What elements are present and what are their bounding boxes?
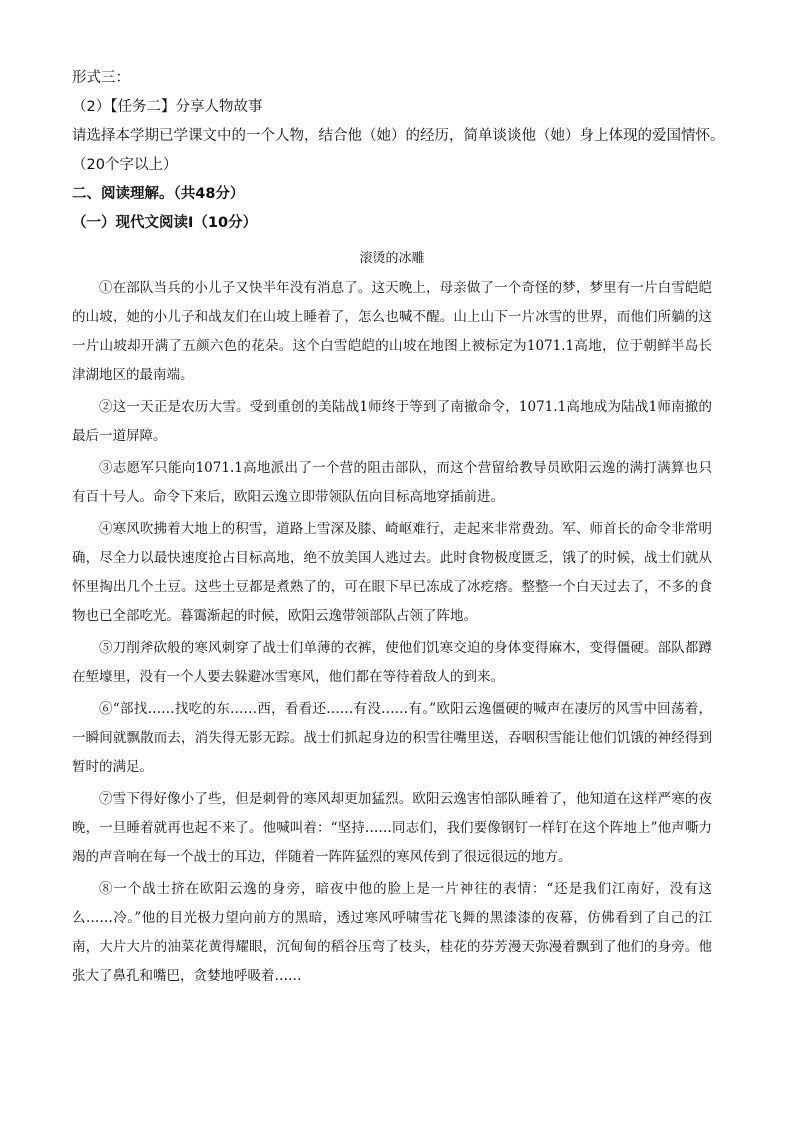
task-title: （2）【任务二】分享人物故事 bbox=[72, 99, 263, 115]
section-heading: 二、阅读理解。（共48分） bbox=[72, 186, 245, 202]
story-paragraph-5: ⑤刀削斧砍般的寒风刺穿了战士们单薄的衣裤，使他们饥寒交迫的身体变得麻木，变得僵硬。部队都蹲在堑壕里，没有一个人要去躲避冰雪寒风，他们都在等待着敌人的到来。 bbox=[72, 640, 712, 685]
story-paragraph-6: ⑥“部找……找吃的东……西，看看还……有没……有。”欧阳云逸僵硬的喊声在凄厉的风雪中回荡着，一瞬间就飘散而去，消失得无影无踪。战士们抓起身边的积雪往嘴里送，吞咽积雪能让他们饥饿的神经得到暂时的满足。 bbox=[72, 701, 712, 775]
task-note: （20个字以上） bbox=[72, 157, 178, 173]
story-paragraph-8: ⑧一个战士挤在欧阳云逸的身旁，暗夜中他的脸上是一片神往的表情：“还是我们江南好，没有这么……冷。”他的目光极力望向前方的黑暗，透过寒风呼啸雪花飞舞的黑漆漆的夜幕，仿佛看到了自己的江南，大片大片的油菜花黄得耀眼，沉甸甸的稻谷压弯了枝头，桂花的芬芳漫天弥漫着飘到了他们的身旁。他张大了鼻孔和嘴巴，贪婪地呼吸着…… bbox=[72, 881, 712, 984]
story-title: 滚烫的冰雕 bbox=[359, 251, 425, 266]
story-paragraph-3: ③志愿军只能向1071.1高地派出了一个营的阻击部队，而这个营留给教导员欧阳云逸的满打满算也只有百十号人。命令下来后，欧阳云逸立即带领队伍向目标高地穿插前进。 bbox=[72, 460, 712, 505]
task-prompt: 请选择本学期已学课文中的一个人物，结合他（她）的经历，简单谈谈他（她）身上体现的爱国情怀。 bbox=[72, 128, 725, 144]
sub-heading: （一）现代文阅读Ⅰ（10分） bbox=[72, 215, 258, 231]
story-paragraph-1: ①在部队当兵的小儿子又快半年没有消息了。这天晚上，母亲做了一个奇怪的梦，梦里有一片白雪皑皑的山坡，她的小儿子和战友们在山坡上睡着了，怎么也喊不醒。山上山下一片冰雪的世界，而他们所躺的这一片山坡却开满了五颜六色的花朵。这个白雪皑皑的山坡在地图上被标定为1071.1高地，位于朝鲜半岛长津湖地区的最南端。 bbox=[72, 280, 712, 383]
story-paragraph-2: ②这一天正是农历大雪。受到重创的美陆战1师终于等到了南撤命令，1071.1高地成为陆战1师南撤的最后一道屏障。 bbox=[72, 399, 712, 444]
story-paragraph-4: ④寒风吹拂着大地上的积雪，道路上雪深及膝、崎岖难行，走起来非常费劲。军、师首长的命令非常明确，尽全力以最快速度抢占目标高地，绝不放美国人逃过去。此时食物极度匮乏，饿了的时候，战士们就从怀里掏出几个土豆。这些土豆都是煮熟了的，可在眼下早已冻成了冰疙瘩。整整一个白天过去了，不多的食物也已全部吃光。暮霭渐起的时候，欧阳云逸带领部队占领了阵地。 bbox=[72, 521, 712, 624]
form-label: 形式三： bbox=[72, 70, 130, 86]
story-paragraph-7: ⑦雪下得好像小了些，但是刺骨的寒风却更加猛烈。欧阳云逸害怕部队睡着了，他知道在这样严寒的夜晚，一旦睡着就再也起不来了。他喊叫着：“坚持……同志们，我们要像钢钉一样钉在这个阵地上”他声嘶力竭的声音响在每一个战士的耳边，伴随着一阵阵猛烈的寒风传到了很远很远的地方。 bbox=[72, 791, 712, 865]
